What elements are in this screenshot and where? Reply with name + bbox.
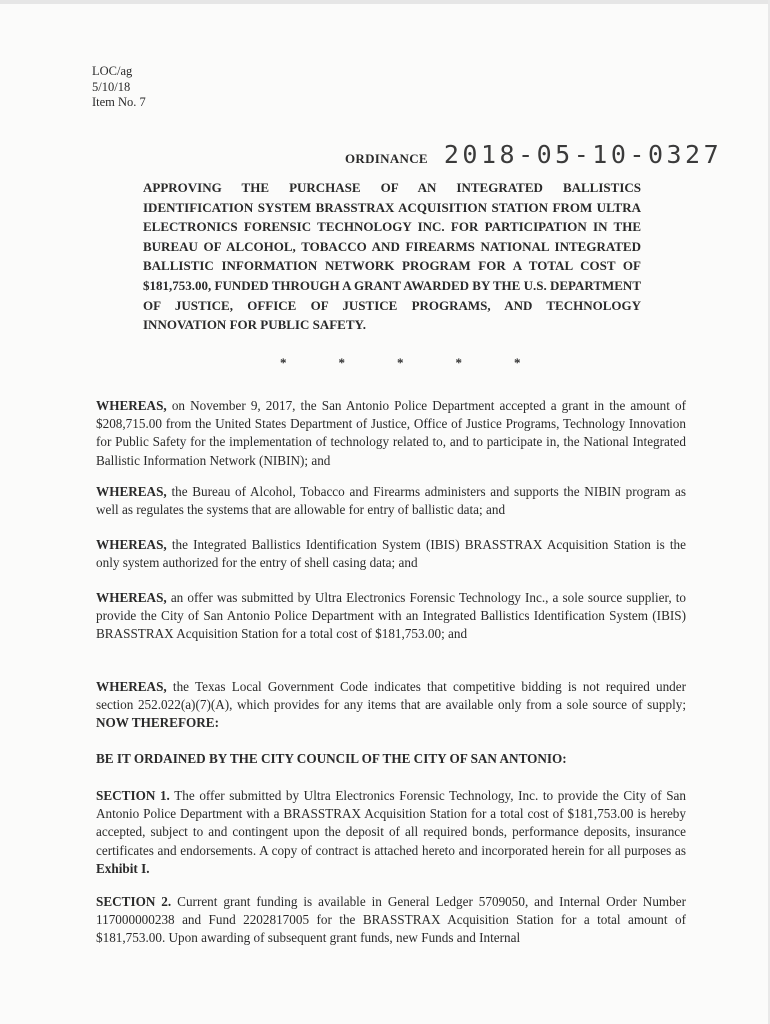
section-text: The offer submitted by Ultra Electronics Forensic Technology, Inc. to provide the City of San Antonio Police Department with a BRASSTRAX Acquisition Station for a total cost of $181,753.00 is hereby accepted, subject to and contingent upon the deposit of all required bonds, performance deposits, insurance certificates and endorsements. A copy of contract is attached hereto and incorporated herein for all purposes as bbox=[96, 788, 686, 858]
ordained-clause: BE IT ORDAINED BY THE CITY COUNCIL OF THE CITY OF SAN ANTONIO: bbox=[96, 751, 567, 766]
now-therefore: NOW THEREFORE: bbox=[96, 715, 219, 731]
whereas-text: the Texas Local Government Code indicates that competitive bidding is not required under section 252.022(a)(7)(A), which provides for any items that are available only from a sole source of supply; bbox=[96, 679, 687, 713]
exhibit-reference: Exhibit I bbox=[96, 860, 147, 876]
star: * bbox=[455, 355, 462, 370]
ordinance-title: APPROVING THE PURCHASE OF AN INTEGRATED BALLISTICS IDENTIFICATION SYSTEM BRASSTRAX ACQUISITION STATION FROM ULTRA ELECTRONICS FORENSIC TECHNOLOGY INC. FOR PARTICIPATION IN THE BUREAU OF ALCOHOL, TOBACCO AND FIREARMS NATIONAL INTEGRATED BALLISTIC INFORMATION NETWORK PROGRAM FOR A TOTAL COST OF $181,753.00, FUNDED THROUGH A GRANT AWARDED BY THE U.S. DEPARTMENT OF JUSTICE, OFFICE OF JUSTICE PROGRAMS, AND TECHNOLOGY INNOVATION FOR PUBLIC SAFETY. bbox=[143, 180, 641, 333]
section-1 bbox=[96, 787, 686, 878]
section-text: Current grant funding is available in General Ledger 5709050, and Internal Order Number 117000000238 and Fund 2202817005 for the BRASSTRAX Acquisition Station for a total amount of $181,753.00. Upon awarding of subsequent grant funds, new Funds and Internal bbox=[96, 894, 687, 946]
whereas-label: WHEREAS, bbox=[96, 590, 167, 605]
whereas-paragraph-5 bbox=[96, 678, 686, 733]
separator-stars bbox=[280, 355, 521, 371]
ordinance-heading bbox=[345, 140, 722, 169]
star: * bbox=[280, 355, 287, 370]
whereas-text: an offer was submitted by Ultra Electronics Forensic Technology Inc., a sole source supplier, to provide the City of San Antonio Police Department with an Integrated Ballistics Identification System (IBIS) BRASSTRAX Acquisition Station for a total cost of $181,753.00; and bbox=[96, 590, 686, 642]
item-number: Item No. 7 bbox=[92, 95, 146, 109]
section-label: SECTION 1. bbox=[96, 788, 170, 803]
scan-edge-top bbox=[0, 0, 770, 4]
header-meta bbox=[92, 64, 146, 111]
whereas-paragraph-1 bbox=[96, 397, 686, 470]
whereas-label: WHEREAS, bbox=[96, 484, 167, 499]
whereas-label: WHEREAS, bbox=[96, 398, 167, 413]
whereas-paragraph-3 bbox=[96, 536, 686, 572]
whereas-label: WHEREAS, bbox=[96, 679, 167, 694]
initials: LOC/ag bbox=[92, 64, 133, 78]
section-label: SECTION 2. bbox=[96, 894, 172, 909]
whereas-text: the Integrated Ballistics Identification System (IBIS) BRASSTRAX Acquisition Station is the only system authorized for the entry of shell casing data; and bbox=[96, 537, 686, 571]
section-end: . bbox=[146, 860, 150, 876]
date: 5/10/18 bbox=[92, 79, 131, 94]
star: * bbox=[514, 355, 521, 370]
whereas-text: the Bureau of Alcohol, Tobacco and Firearms administers and supports the NIBIN program as well as regulates the systems that are allowable for entry of ballistic data; and bbox=[96, 484, 686, 518]
whereas-paragraph-4 bbox=[96, 589, 686, 644]
star: * bbox=[397, 355, 404, 370]
section-2 bbox=[96, 893, 686, 948]
whereas-text: on November 9, 2017, the San Antonio Police Department accepted a grant in the amount of $208,715.00 from the United States Department of Justice, Office of Justice Programs, Technology Innovation for Public Safety for the implementation of technology related to, and to participate in, the National Integrated Ballistic Information Network (NIBIN); and bbox=[96, 398, 687, 468]
star: * bbox=[338, 355, 345, 370]
whereas-paragraph-2 bbox=[96, 483, 686, 519]
whereas-label: WHEREAS, bbox=[96, 537, 167, 552]
ordinance-number: 2018-05-10-0327 bbox=[443, 140, 723, 169]
ordinance-label: ORDINANCE bbox=[345, 151, 428, 166]
